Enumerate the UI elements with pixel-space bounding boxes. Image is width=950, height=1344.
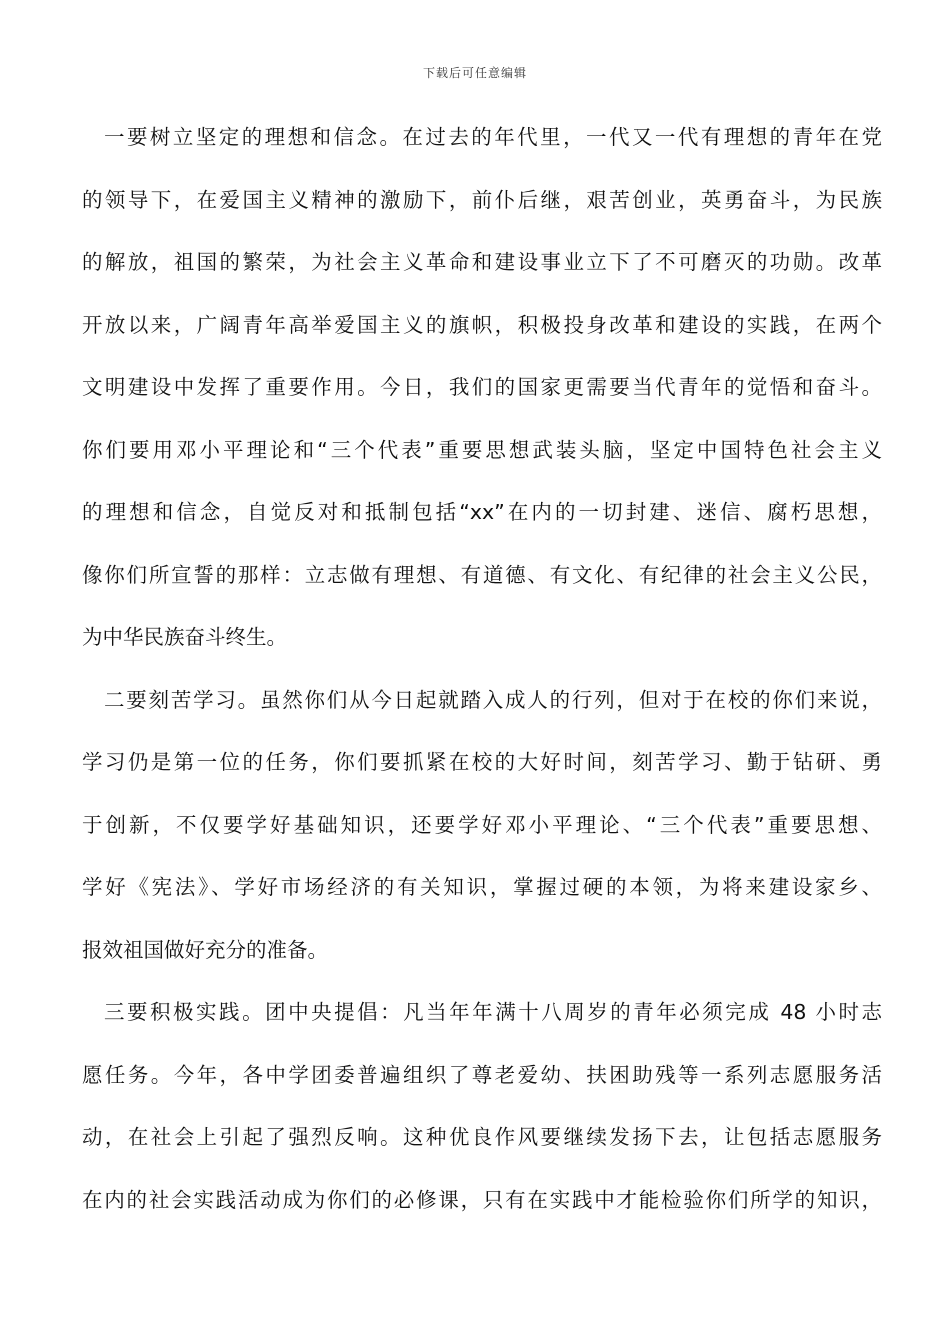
- paragraph-1-line-4: 开放以来，广阔青年高举爱国主义的旗帜，积极投身改革和建设的实践，在两个: [82, 313, 882, 337]
- paragraph-3-line-4: 在内的社会实践活动成为你们的必修课，只有在实践中才能检验你们所学的知识，: [82, 1188, 882, 1212]
- paragraph-1-line-1: 一要树立坚定的理想和信念。在过去的年代里，一代又一代有理想的青年在党: [104, 125, 882, 149]
- paragraph-2-line-5: 报效祖国做好充分的准备。: [82, 938, 328, 962]
- paragraph-1-line-5: 文明建设中发挥了重要作用。今日，我们的国家更需要当代青年的觉悟和奋斗。: [82, 375, 882, 399]
- paragraph-1-line-2: 的领导下，在爱国主义精神的激励下，前仆后继，艰苦创业，英勇奋斗，为民族: [82, 188, 882, 212]
- paragraph-1-line-3: 的解放，祖国的繁荣，为社会主义革命和建设事业立下了不可磨灭的功勋。改革: [82, 250, 882, 274]
- paragraph-2-line-3: 于创新，不仅要学好基础知识，还要学好邓小平理论、“三个代表”重要思想、: [82, 813, 882, 837]
- paragraph-2-line-1: 二要刻苦学习。虽然你们从今日起就踏入成人的行列，但对于在校的你们来说，: [104, 688, 882, 712]
- paragraph-3-line-3: 动，在社会上引起了强烈反响。这种优良作风要继续发扬下去，让包括志愿服务: [82, 1125, 882, 1149]
- paragraph-1-line-7: 的理想和信念，自觉反对和抵制包括“xx”在内的一切封建、迷信、腐朽思想，: [82, 500, 882, 524]
- paragraph-1-line-8: 像你们所宣誓的那样：立志做有理想、有道德、有文化、有纪律的社会主义公民，: [82, 563, 882, 587]
- paragraph-2-line-4: 学好《宪法》、学好市场经济的有关知识，掌握过硬的本领，为将来建设家乡、: [82, 875, 882, 899]
- paragraph-3-line-2: 愿任务。今年，各中学团委普遍组织了尊老爱幼、扶困助残等一系列志愿服务活: [82, 1063, 882, 1087]
- paragraph-1-line-6: 你们要用邓小平理论和“三个代表”重要思想武装头脑，坚定中国特色社会主义: [82, 438, 882, 462]
- paragraph-2-line-2: 学习仍是第一位的任务，你们要抓紧在校的大好时间，刻苦学习、勤于钻研、勇: [82, 750, 882, 774]
- paragraph-3-line-1: 三要积极实践。团中央提倡：凡当年年满十八周岁的青年必须完成 48 小时志: [104, 1000, 882, 1024]
- page-header: 下载后可任意编辑: [422, 66, 527, 80]
- paragraph-1-line-9: 为中华民族奋斗终生。: [82, 625, 287, 649]
